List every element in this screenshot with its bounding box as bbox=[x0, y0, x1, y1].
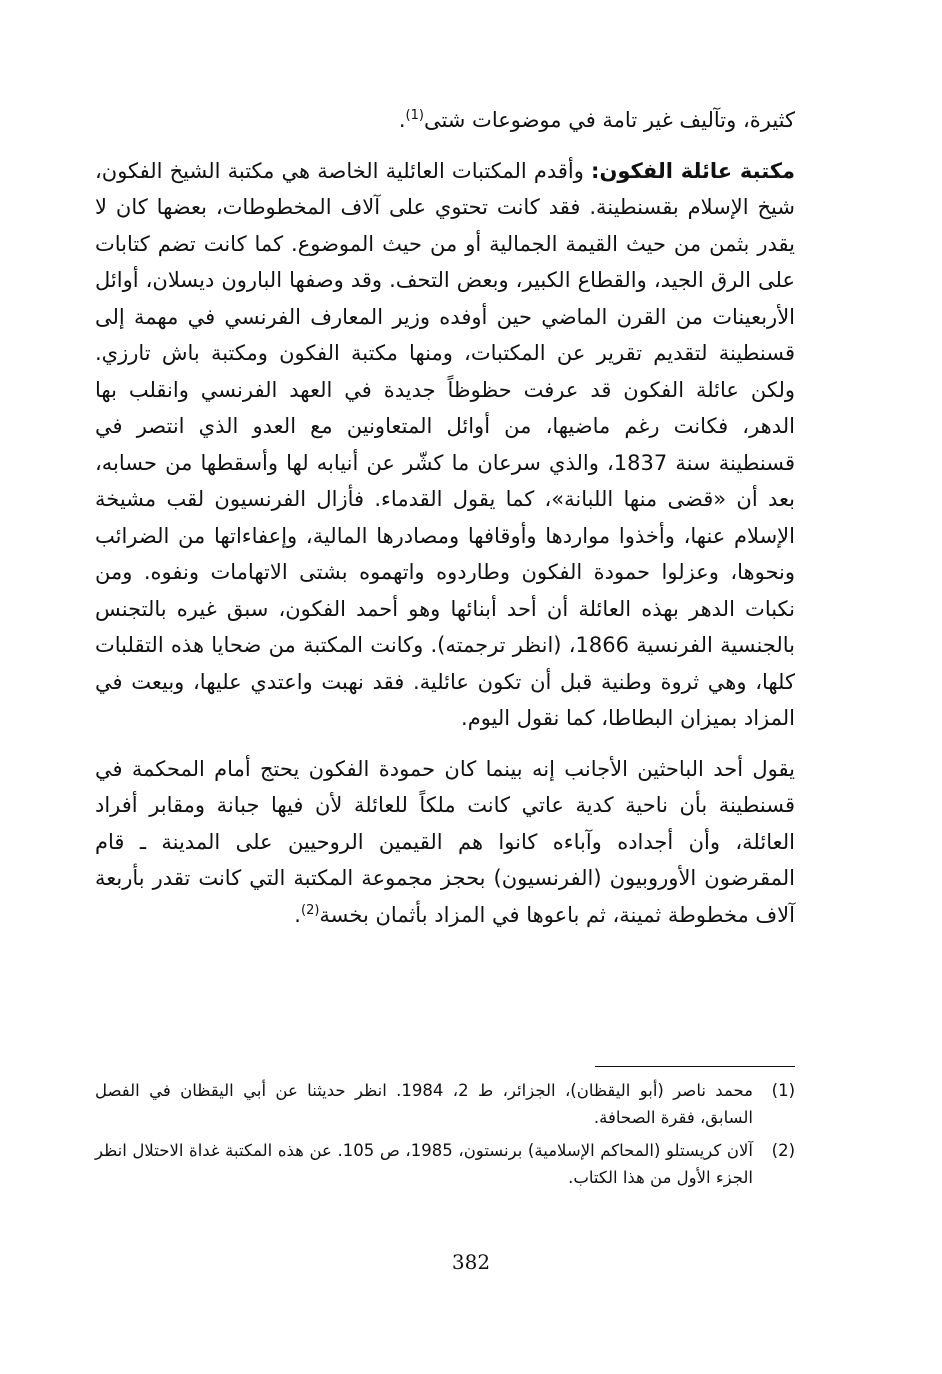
paragraph-3-text: يقول أحد الباحثين الأجانب إنه بينما كان حمودة الفكون يحتج أمام المحكمة في قسنطينة بأن ناحية كدية عاتي كانت ملكاً للعائلة لأن فيها جبانة ومقابر أفراد العائلة، وأن أجداده وآباءه كانوا هم القيمين الروحيين على المدينة ـ قام المقرضون الأوروبيون (الفرنسيون) بحجز مجموعة المكتبة التي كانت تقدر بأربعة آلاف مخطوطة ثمينة، ثم باعوها في المزاد بأثمان بخسة bbox=[95, 756, 795, 927]
footnote-ref-1: (1) bbox=[405, 108, 424, 123]
footnote-1 bbox=[95, 1077, 795, 1131]
footnote-text: آلان كريستلو (المحاكم الإسلامية) برنستون، 1985، ص 105. عن هذه المكتبة غداة الاحتلال انظر الجزء الأول من هذا الكتاب. bbox=[95, 1141, 753, 1187]
paragraph-2-text: وأقدم المكتبات العائلية الخاصة هي مكتبة الشيخ الفكون، شيخ الإسلام بقسنطينة. فقد كانت تحتوي على آلاف المخطوطات، بعضها كان لا يقدر بثمن من حيث القيمة الجمالية أو من حيث الموضوع. كما كانت تضم كتابات على الرق الجيد، والقطاع الكبير، وبعض التحف. وقد وصفها البارون ديسلان، أوائل الأربعينات من القرن الماضي حين أوفده وزير المعارف الفرنسي في مهمة إلى قسنطينة لتقديم تقرير عن المكتبات، ومنها مكتبة الفكون ومكتبة باش تارزي. ولكن عائلة الفكون قد عرفت حظوظاً جديدة في العهد الفرنسي وانقلب بها الدهر، فكانت رغم ماضيها، من أوائل المتعاونين مع العدو الذي انتصر في قسنطينة سنة 1837، والذي سرعان ما كشّر عن أنيابه لها وأسقطها من حسابه، بعد أن «قضى منها اللبانة»، كما يقول القدماء. فأزال الفرنسيون لقب مشيخة الإسلام عنها، وأخذوا مواردها وأوقافها ومصادرها المالية، وإعفاءاتها من الضرائب ونحوها، وعزلوا حمودة الفكون وطاردوه واتهموه بشتى الاتهامات ونفوه. ومن نكبات الدهر بهذه العائلة أن أحد أبنائها وهو أحمد الفكون، سبق غيره بالتجنس بالجنسية الفرنسية 1866، (انظر ترجمته). وكانت المكتبة من ضحايا هذه التقلبات كلها، وهي ثروة وطنية قبل أن تكون عائلية. فقد نهبت واعتدي عليها، وبيعت في المزاد بميزان البطاطا، كما نقول اليوم. bbox=[95, 158, 795, 730]
footnote-number: (2) bbox=[771, 1141, 795, 1160]
section-lead-fakkoun-library: مكتبة عائلة الفكون: bbox=[591, 158, 795, 183]
main-text bbox=[95, 102, 795, 933]
footnote-2 bbox=[95, 1137, 795, 1191]
paragraph-3 bbox=[95, 751, 795, 934]
footnote-number: (1) bbox=[771, 1081, 795, 1100]
footnotes bbox=[95, 1077, 795, 1197]
page-number: 382 bbox=[451, 1250, 491, 1274]
paragraph-1-text: كثيرة، وتآليف غير تامة في موضوعات شتى bbox=[423, 108, 795, 132]
paragraph-1-end: . bbox=[398, 108, 406, 132]
footnote-divider bbox=[595, 1066, 795, 1067]
paragraph-3-end: . bbox=[294, 902, 301, 927]
footnote-text: محمد ناصر (أبو اليقظان)، الجزائر، ط 2، 1984. انظر حديثنا عن أبي اليقظان في الفصل السابق، فقرة الصحافة. bbox=[95, 1081, 753, 1127]
paragraph-1 bbox=[95, 102, 795, 139]
footnote-ref-2: (2) bbox=[300, 902, 320, 918]
paragraph-2 bbox=[95, 153, 795, 737]
